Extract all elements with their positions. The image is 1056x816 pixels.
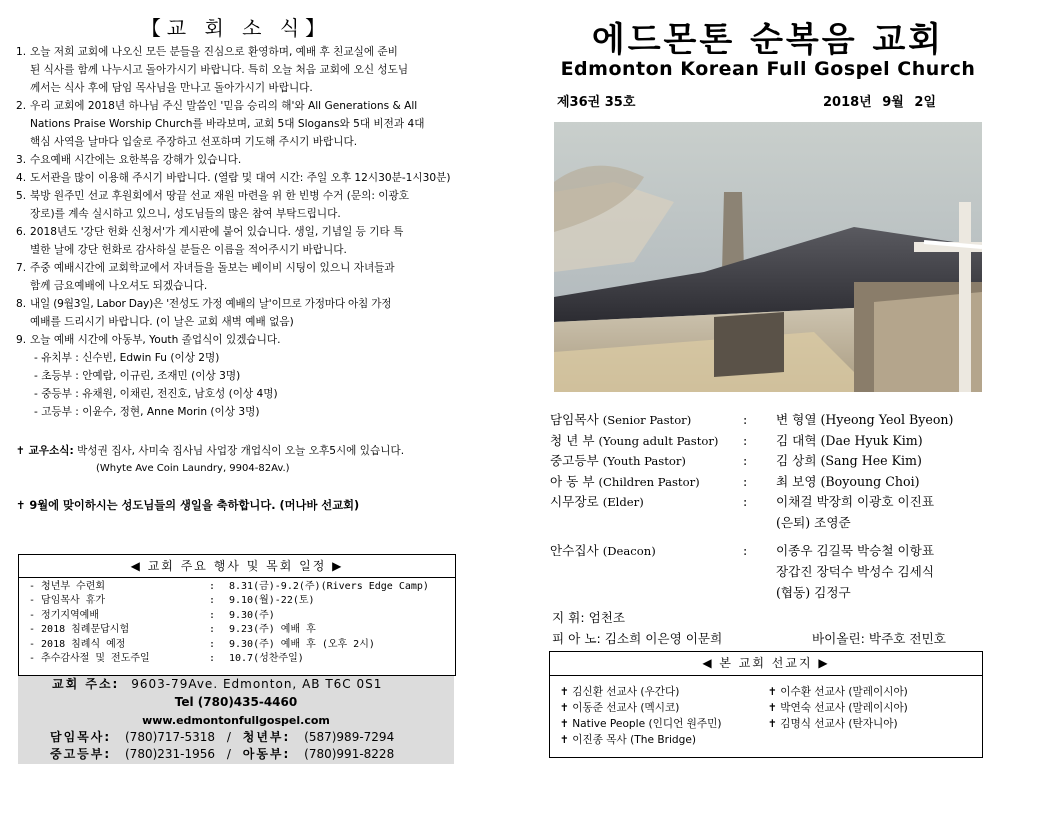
staff-role-korean: 청 년 부 — [550, 432, 595, 448]
kids-phone: (780)991-8228 — [304, 747, 395, 761]
news-line: 께서는 식사 후에 담임 목사님을 만나고 돌아가시기 바랍니다. — [30, 82, 313, 94]
news-number: 2. — [16, 100, 27, 112]
news-number: 4. — [16, 172, 27, 184]
event-date: 9.23(주) 예배 후 — [229, 624, 316, 636]
news-line: 장로)를 계속 실시하고 있으니, 성도님들의 많은 참여 부탁드립니다. — [30, 208, 341, 220]
event-date: 10.7(성찬주일) — [229, 653, 304, 665]
staff-role — [550, 492, 644, 513]
bulletin-date: 2018년 9월 2일 — [823, 95, 936, 110]
news-item — [16, 223, 472, 259]
event-name: - 청년부 수련회 — [29, 581, 106, 592]
staff-colon: : — [743, 494, 748, 510]
event-colon: : — [209, 595, 216, 607]
news-item — [16, 295, 472, 331]
news-line: 별한 날에 강단 헌화로 감사하실 분들은 이름을 적어주시기 바랍니다. — [30, 244, 347, 256]
news-item — [16, 97, 472, 151]
staff-colon: : — [743, 453, 748, 469]
news-number: 8. — [16, 298, 27, 310]
member-news-text: 박성권 집사, 사미숙 집사님 사업장 개업식이 오늘 오후5시에 있습니다. — [77, 445, 405, 457]
news-list — [16, 43, 472, 421]
staff-colon: : — [743, 543, 748, 559]
missionary-item: ✝ Native People (인디언 원주민) — [560, 718, 722, 730]
staff-name: 이채걸 박장희 이광호 이진표 (은퇴) 조영준 — [776, 494, 934, 530]
event-colon: : — [209, 638, 216, 650]
event-row — [29, 580, 455, 594]
staff-row — [550, 431, 990, 452]
event-row — [29, 594, 455, 608]
staff-row — [550, 541, 990, 600]
event-colon: : — [209, 581, 216, 592]
event-name: - 정기지역예배 — [29, 609, 100, 621]
staff-role — [550, 431, 718, 452]
event-date: 9.30(주) — [229, 609, 275, 621]
middle-phone-label: 중고등부: — [50, 747, 112, 761]
news-item — [16, 331, 472, 349]
missionary-item: ✝ 박연숙 선교사 (말레이시아) — [768, 702, 908, 714]
pastor-phone: (780)717-5318 — [125, 730, 216, 744]
staff-role — [550, 472, 700, 493]
event-date: 8.31(금)-9.2(주)(Rivers Edge Camp) — [229, 581, 429, 592]
news-line: 주중 예배시간에 교회학교에서 자녀들을 돌보는 베이비 시팅이 있으니 자녀들과 — [30, 262, 395, 274]
staff-name: 김 상희 (Sang Hee Kim) — [776, 453, 922, 469]
news-line: 2018년도 '강단 헌화 신청서'가 게시판에 붙어 있습니다. 생일, 기념일 등 기타 특 — [30, 226, 404, 238]
staff-role-english: (Elder) — [602, 495, 644, 510]
news-number: 1. — [16, 46, 27, 58]
staff-name: 변 형열 (Hyeong Yeol Byeon) — [776, 412, 954, 427]
choir-director: 지 휘: 엄천조 — [552, 610, 626, 625]
address-label: 교회 주소: — [52, 677, 120, 691]
staff-row — [550, 451, 990, 472]
graduate-list-item: - 유치부 : 신수빈, Edwin Fu (이상 2명) — [34, 352, 220, 364]
staff-role — [550, 451, 686, 472]
pianists: 피 아 노: 김소희 이은영 이문희 — [552, 631, 723, 646]
event-colon: : — [209, 609, 216, 621]
event-colon: : — [209, 624, 216, 636]
missions-title: ◀ 본 교회 선교지 ▶ — [550, 652, 982, 676]
news-number: 5. — [16, 190, 27, 202]
news-item — [16, 169, 472, 187]
contact-box — [18, 676, 454, 764]
staff-role-korean: 중고등부 — [550, 453, 599, 469]
staff-role — [550, 541, 656, 562]
staff-row — [550, 492, 990, 533]
staff-name: 김 대혁 (Dae Hyuk Kim) — [776, 432, 923, 448]
event-row — [29, 609, 455, 623]
news-item — [16, 151, 472, 169]
staff-role-english: (Children Pastor) — [598, 474, 700, 489]
event-row — [29, 652, 455, 666]
middle-phone: (780)231-1956 — [125, 747, 216, 761]
news-line: 예배를 드리시기 바랍니다. (이 날은 교회 새벽 예배 없음) — [30, 316, 294, 328]
news-line: 오늘 저희 교회에 나오신 모든 분들을 진심으로 환영하며, 예배 후 친교실에 준비 — [30, 46, 398, 58]
news-title: 【교 회 소 식】 — [140, 16, 332, 40]
telephone: Tel (780)435-4460 — [174, 695, 298, 709]
staff-colon: : — [743, 473, 748, 489]
staff-role-korean: 안수집사 — [550, 543, 599, 559]
staff-role-english: (Young adult Pastor) — [598, 433, 719, 448]
staff-role-english: (Senior Pastor) — [602, 413, 692, 427]
staff-role-korean: 아 동 부 — [550, 473, 595, 489]
staff-name: 이종우 김길묵 박승철 이항표 장갑진 장덕수 박성수 김세식 (협동) 김정구 — [776, 543, 934, 600]
news-number: 7. — [16, 262, 27, 274]
news-line: 우리 교회에 2018년 하나님 주신 말씀인 '믿음 승리의 해'와 All Generations & All — [30, 100, 418, 112]
missionary-item: ✝ 이진종 목사 (The Bridge) — [560, 734, 697, 746]
violinists: 바이올린: 박주호 전민호 — [812, 631, 946, 646]
news-line: 내일 (9월3일, Labor Day)은 '전성도 가정 예배의 날'이므로 가정마다 아침 가정 — [30, 298, 392, 310]
member-news-address: (Whyte Ave Coin Laundry, 9904-82Av.) — [96, 463, 290, 474]
news-item — [16, 187, 472, 223]
church-building-photo — [554, 122, 982, 392]
missionary-item: ✝ 이동준 선교사 (멕시코) — [560, 702, 680, 714]
event-colon: : — [209, 653, 216, 665]
missionary-item: ✝ 이수환 선교사 (말레이시아) — [768, 686, 908, 698]
event-date: 9.10(월)-22(토) — [229, 595, 315, 607]
staff-colon: : — [743, 412, 748, 427]
kids-phone-label: 아동부: — [242, 747, 291, 761]
separator: / — [226, 730, 231, 744]
events-title: ◀ 교회 주요 행사 및 목회 일정 ▶ — [19, 555, 455, 578]
church-name-english: Edmonton Korean Full Gospel Church — [560, 58, 976, 80]
staff-role-english: (Youth Pastor) — [602, 454, 686, 469]
separator: / — [226, 747, 231, 761]
news-number: 6. — [16, 226, 27, 238]
staff-role-korean: 담임목사 — [550, 412, 599, 427]
news-line: 핵심 사역을 날마다 입술로 주장하고 선포하며 기도해 주시기 바랍니다. — [30, 136, 358, 148]
staff-row — [550, 472, 990, 493]
event-row — [29, 638, 455, 652]
birthday-notice: ✝ 9월에 맞이하시는 성도님들의 생일을 축하합니다. (머나바 선교회) — [16, 499, 360, 512]
news-number: 9. — [16, 334, 27, 346]
event-name: - 담임목사 휴가 — [29, 595, 106, 607]
event-name: - 2018 침례문답시험 — [29, 624, 130, 636]
events-box — [18, 554, 456, 676]
member-news-label: ✝ 교우소식: — [16, 445, 74, 457]
address: 9603-79Ave. Edmonton, AB T6C 0S1 — [131, 677, 383, 691]
issue-number: 제36권 35호 — [557, 95, 636, 110]
staff-row — [550, 410, 990, 431]
event-date: 9.30(주) 예배 후 (오후 2시) — [229, 638, 375, 650]
event-row — [29, 623, 455, 637]
news-item — [16, 43, 472, 97]
staff-colon: : — [743, 432, 748, 448]
event-name: - 추수감사절 및 전도주일 — [29, 653, 150, 665]
news-line: 도서관을 많이 이용해 주시기 바랍니다. (열람 및 대여 시간: 주일 오후 12시30분-1시30분) — [30, 172, 451, 184]
news-line: 함께 금요예배에 나오셔도 되겠습니다. — [30, 280, 208, 292]
news-line: 수요예배 시간에는 요한복음 강해가 있습니다. — [30, 154, 242, 166]
graduate-list-item: - 고등부 : 이윤수, 정현, Anne Morin (이상 3명) — [34, 406, 260, 418]
staff-role — [550, 410, 691, 431]
church-name-korean: 에드몬톤 순복음 교회 — [591, 20, 945, 60]
youth-phone: (587)989-7294 — [304, 730, 395, 744]
staff-role-korean: 시무장로 — [550, 494, 599, 510]
news-line: 북방 원주민 선교 후원회에서 땅끝 선교 재원 마련을 위 한 빈병 수거 (문의: 이광호 — [30, 190, 409, 202]
news-item — [16, 259, 472, 295]
missionary-item: ✝ 김명식 선교사 (탄자니아) — [768, 718, 898, 730]
event-name: - 2018 침례식 예정 — [29, 638, 126, 650]
missions-box — [549, 651, 983, 758]
pastor-phone-label: 담임목사: — [50, 730, 112, 744]
staff-directory — [550, 410, 990, 600]
news-line: 된 식사를 함께 나누시고 돌아가시기 바랍니다. 특히 오늘 처음 교회에 오신 성도님 — [30, 64, 409, 76]
staff-name: 최 보영 (Boyoung Choi) — [776, 473, 920, 489]
member-news — [16, 442, 476, 478]
youth-phone-label: 청년부: — [242, 730, 291, 744]
missionary-item: ✝ 김신환 선교사 (우간다) — [560, 686, 680, 698]
website[interactable]: www.edmontonfullgospel.com — [142, 714, 330, 727]
news-line: Nations Praise Worship Church를 바라보며, 교회 5대 Slogans와 5대 비전과 4대 — [30, 118, 425, 130]
events-list — [19, 578, 455, 666]
graduate-list-item: - 중등부 : 유채원, 이채린, 전진호, 남호성 (이상 4명) — [34, 388, 278, 400]
staff-role-english: (Deacon) — [602, 544, 656, 559]
news-line: 오늘 예배 시간에 아동부, Youth 졸업식이 있겠습니다. — [30, 334, 281, 346]
news-number: 3. — [16, 154, 27, 166]
graduate-list-item: - 초등부 : 안예람, 이규린, 조재민 (이상 3명) — [34, 370, 241, 382]
